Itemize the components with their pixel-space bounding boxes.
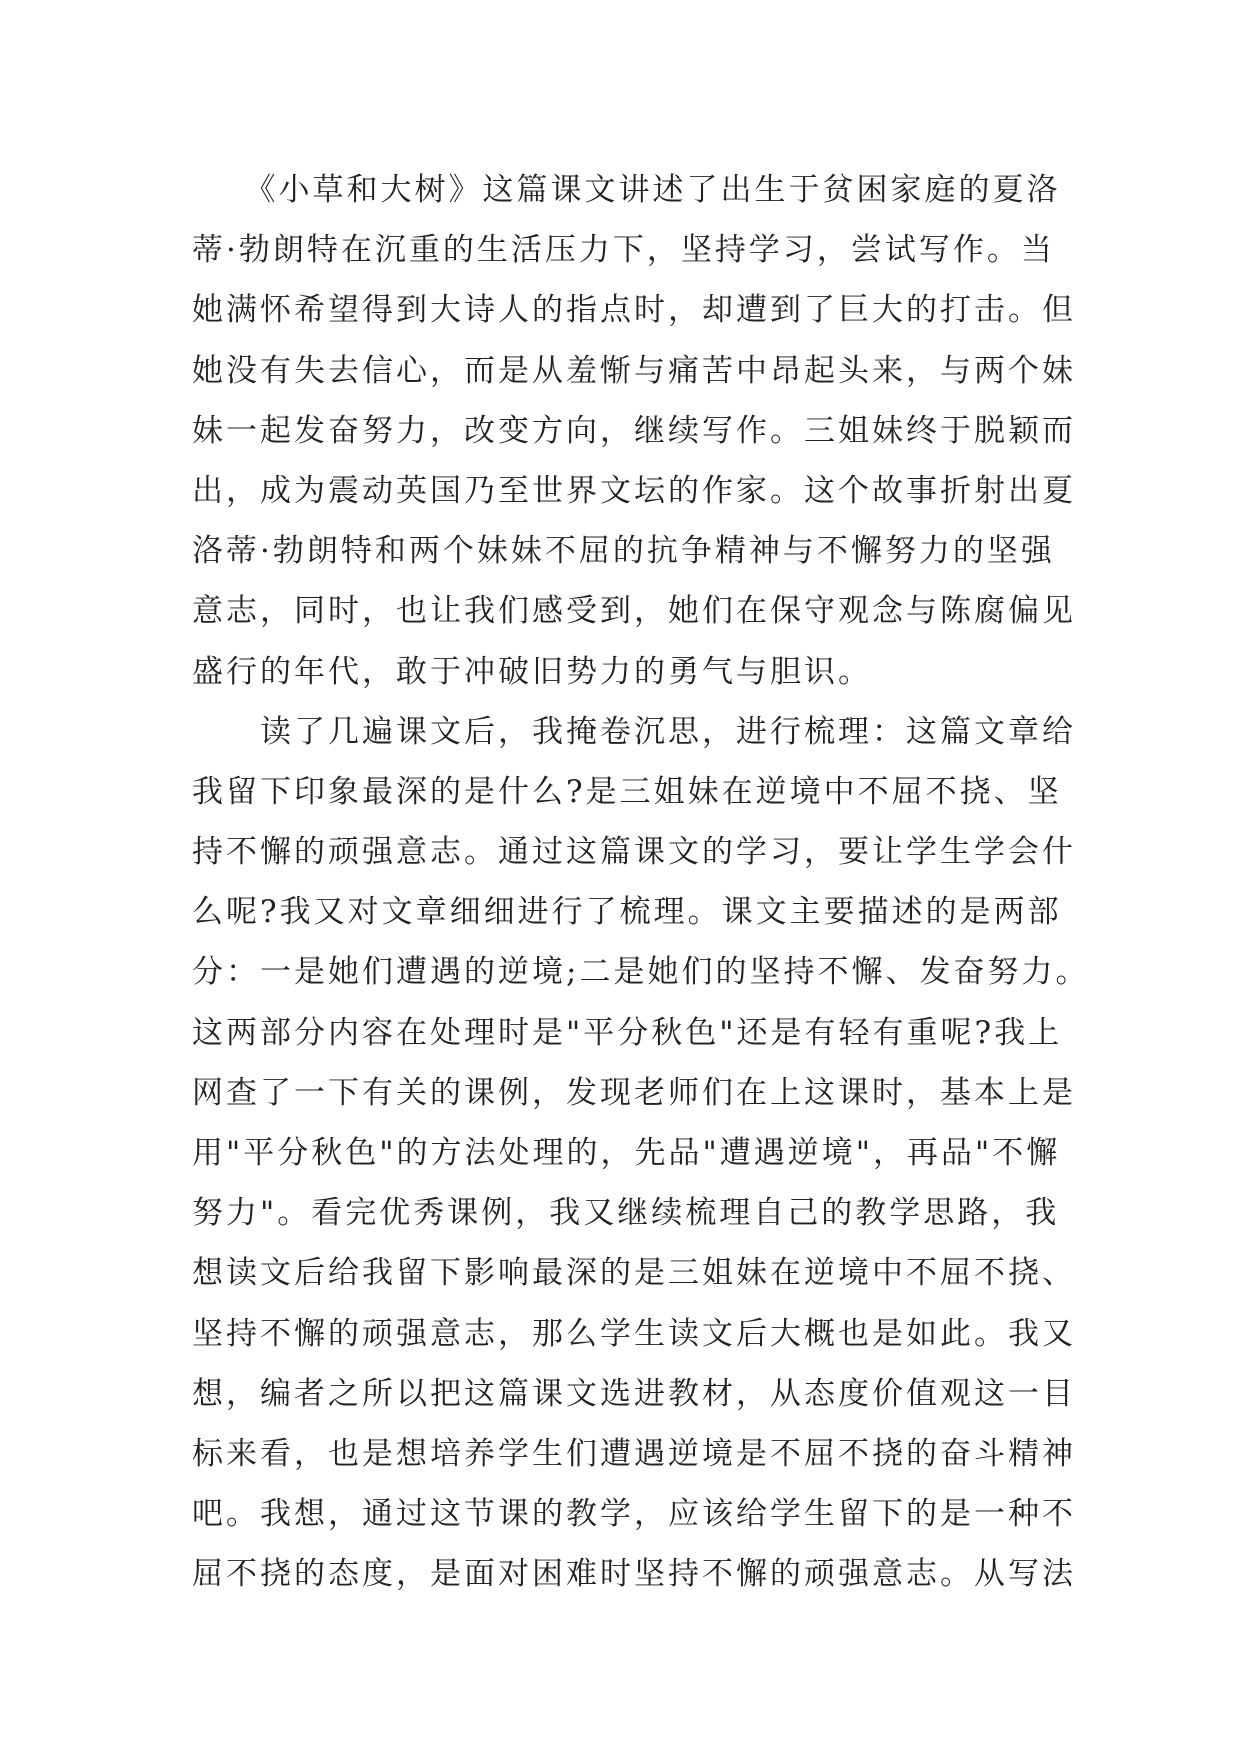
text-line: 出，成为震动英国乃至世界文坛的作家。这个故事折射出夏 [192,472,1076,509]
text-line: 么呢?我又对文章细细进行了梳理。课文主要描述的是两部 [192,894,1062,931]
text-line: 我留下印象最深的是什么?是三姐妹在逆境中不屈不挠、坚 [192,773,1062,810]
text-line: 网查了一下有关的课例，发现老师们在上这课时，基本上是 [192,1074,1076,1111]
text-line: 持不懈的顽强意志。通过这篇课文的学习，要让学生学会什 [192,834,1076,871]
text-line: 想读文后给我留下影响最深的是三姐妹在逆境中不屈不挠、 [192,1255,1076,1292]
text-line: 洛蒂·勃朗特和两个妹妹不屈的抗争精神与不懈努力的坚强 [192,533,1055,570]
text-line: 分：一是她们遭遇的逆境;二是她们的坚持不懈、发奋努力。 [192,954,1090,991]
text-line: 《小草和大树》这篇课文讲述了出生于贫困家庭的夏洛 [192,172,1061,208]
text-line: 意志，同时，也让我们感受到，她们在保守观念与陈腐偏见 [192,593,1076,630]
text-line: 坚持不懈的顽强意志，那么学生读文后大概也是如此。我又 [192,1315,1076,1352]
text-line: 这两部分内容在处理时是"平分秋色"还是有轻有重呢?我上 [192,1014,1063,1051]
text-line: 吧。我想，通过这节课的教学，应该给学生留下的是一种不 [192,1496,1076,1533]
text-line: 她满怀希望得到大诗人的指点时，却遭到了巨大的打击。但 [192,292,1076,329]
body-text [192,160,1090,1605]
text-line: 读了几遍课文后，我掩卷沉思，进行梳理：这篇文章给 [192,713,1076,750]
text-line: 妹一起发奋努力，改变方向，继续写作。三姐妹终于脱颖而 [192,412,1076,449]
text-line: 蒂·勃朗特在沉重的生活压力下，坚持学习，尝试写作。当 [192,232,1055,269]
text-line: 用"平分秋色"的方法处理的，先品"遭遇逆境"，再品"不懈 [192,1135,1061,1171]
text-line: 盛行的年代，敢于冲破旧势力的勇气与胆识。 [192,653,872,690]
text-line: 她没有失去信心，而是从羞惭与痛苦中昂起头来，与两个妹 [192,352,1076,389]
text-line: 努力"。看完优秀课例，我又继续梳理自己的教学思路，我 [192,1195,1060,1232]
text-line: 屈不挠的态度，是面对困难时坚持不懈的顽强意志。从写法 [192,1556,1076,1593]
text-line: 想，编者之所以把这篇课文选进教材，从态度价值观这一目 [192,1375,1076,1412]
text-line: 标来看，也是想培养学生们遭遇逆境是不屈不挠的奋斗精神 [192,1435,1076,1472]
